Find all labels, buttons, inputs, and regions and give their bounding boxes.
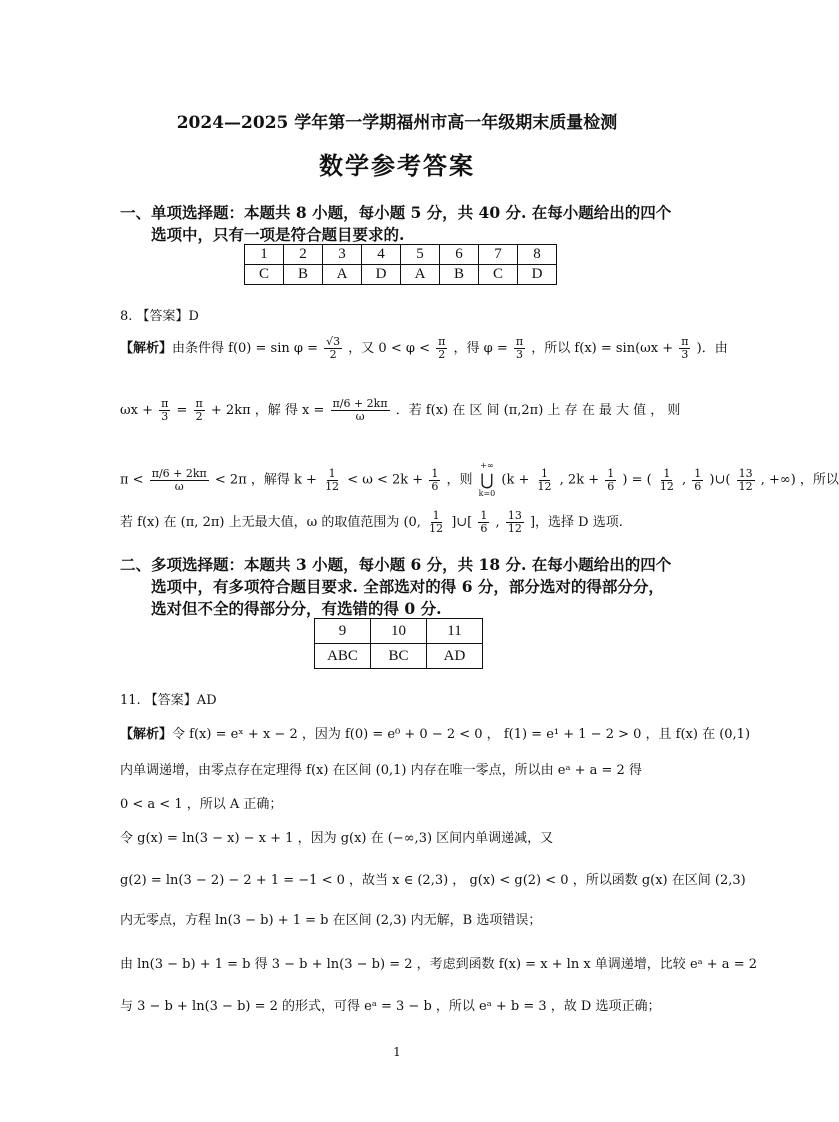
q8-analysis-line3 <box>120 460 839 500</box>
fraction <box>536 468 554 493</box>
text: = <box>176 403 188 418</box>
q8-analysis-line1 <box>120 336 728 361</box>
denominator: 2 <box>329 348 337 361</box>
union-upper: +∞ <box>480 461 494 470</box>
denominator: 6 <box>431 479 439 493</box>
text: ) = ( <box>622 472 652 488</box>
fraction <box>506 510 524 535</box>
text: < 2π ，解得 k + <box>214 472 317 488</box>
table-cell: AD <box>427 644 483 669</box>
numerator: 1 <box>663 466 671 480</box>
denominator: 12 <box>738 479 753 493</box>
fraction <box>658 468 676 493</box>
union-symbol: ⋃ <box>480 470 494 489</box>
numerator: 13 <box>738 466 753 480</box>
text: 由条件得 f(0) = sin φ = <box>172 341 318 356</box>
text: + 2kπ ，解 得 x = <box>210 403 325 418</box>
table-cell: BC <box>371 644 427 669</box>
denominator: 12 <box>507 522 522 535</box>
text: (k + <box>501 472 530 488</box>
section1-answer-table <box>244 244 557 285</box>
text: , +∞) ，所以 <box>760 472 839 488</box>
q8-analysis-line4 <box>120 510 623 535</box>
text: ，得 φ = <box>453 341 508 356</box>
section2-answer-table <box>314 618 483 669</box>
table-cell: 9 <box>315 619 371 644</box>
text: ，则 <box>446 472 473 488</box>
table-cell: C <box>479 265 518 285</box>
numerator: π/6 + 2kπ <box>332 397 388 410</box>
numerator: π <box>681 335 689 348</box>
numerator: 1 <box>694 466 702 480</box>
table-row-numbers <box>245 245 557 265</box>
text: ．若 f(x) 在 区 间 (π,2π) 上 存 在 最 大 值 ， 则 <box>395 403 681 418</box>
numerator: 1 <box>328 466 336 480</box>
numerator: π <box>515 335 524 348</box>
numerator: π <box>438 335 446 348</box>
denominator: 6 <box>607 479 615 493</box>
page-number: 1 <box>393 1045 401 1059</box>
fraction <box>478 510 489 535</box>
denominator: 3 <box>161 410 169 423</box>
big-union <box>479 460 496 500</box>
denominator: ω <box>355 410 365 423</box>
analysis-label: 【解析】 <box>120 341 173 356</box>
section2-heading-line1: 二、多项选择题：本题共 3 小题，每小题 6 分，共 18 分. 在每小题给出的四个 <box>120 555 672 574</box>
union-lower: k=0 <box>478 489 496 498</box>
numerator: 1 <box>432 509 440 522</box>
text: 若 f(x) 在 (π, 2π) 上无最大值，ω 的取值范围为 (0, <box>120 515 421 530</box>
text: ，所以 f(x) = sin(ωx + <box>531 341 674 356</box>
fraction <box>427 510 445 535</box>
table-cell: 1 <box>245 245 284 265</box>
table-cell: 5 <box>401 245 440 265</box>
fraction <box>323 468 341 493</box>
section2-heading-line2: 选项中，有多项符合题目要求. 全部选对的得 6 分，部分选对的得部分分， <box>151 577 664 596</box>
denominator: 12 <box>659 479 674 493</box>
fraction <box>324 336 342 361</box>
text: , <box>681 472 687 488</box>
numerator: π <box>161 397 169 410</box>
fraction <box>429 468 440 493</box>
q11-analysis-line1 <box>120 726 750 744</box>
q11-analysis-line5: g(2) = ln(3 − 2) − 2 + 1 = −1 < 0 ，故当 x ∈ (2,3) ， g(x) < g(2) < 0 ，所以函数 g(x) 在区间 (2,3) <box>120 873 746 888</box>
text: ωx + <box>120 403 153 418</box>
fraction <box>514 336 525 361</box>
q11-analysis-line8: 与 3 − b + ln(3 − b) = 2 的形式，可得 eᵃ = 3 − b ，所以 eᵃ + b = 3 ，故 D 选项正确； <box>120 999 661 1014</box>
fraction <box>150 468 209 493</box>
text: , <box>495 515 500 530</box>
table-cell: 3 <box>323 245 362 265</box>
text: π < <box>120 472 144 488</box>
analysis-label: 【解析】 <box>120 727 173 742</box>
table-cell: B <box>440 265 479 285</box>
numerator: 1 <box>541 466 549 480</box>
numerator: 1 <box>480 509 488 522</box>
denominator: 3 <box>681 348 689 361</box>
table-cell: D <box>518 265 557 285</box>
numerator: 1 <box>607 466 615 480</box>
text: ]∪[ <box>451 515 473 530</box>
text: 令 f(x) = eˣ + x − 2 ，因为 f(0) = e⁰ + 0 − 2 < 0 ， f(1) = e¹ + 1 − 2 > 0 ，且 f(x) 在 (0,1) <box>172 727 751 742</box>
section2-heading-line3: 选对但不全的得部分分，有选错的得 0 分. <box>151 599 442 618</box>
q11-analysis-line4: 令 g(x) = ln(3 − x) − x + 1 ，因为 g(x) 在 (−∞,3) 区间内单调递减，又 <box>120 831 554 846</box>
q11-analysis-line3: 0 < a < 1 ，所以 A 正确； <box>120 797 283 812</box>
table-row-answers <box>315 644 483 669</box>
table-cell: 10 <box>371 619 427 644</box>
table-row-answers <box>245 265 557 285</box>
denominator: 12 <box>325 479 340 493</box>
denominator: 12 <box>537 479 552 493</box>
fraction <box>194 398 205 423</box>
text: )．由 <box>696 341 728 356</box>
numerator: π/6 + 2kπ <box>151 466 207 480</box>
denominator: ω <box>174 479 184 493</box>
fraction <box>436 336 447 361</box>
table-cell: ABC <box>315 644 371 669</box>
table-cell: 4 <box>362 245 401 265</box>
table-cell: 2 <box>284 245 323 265</box>
table-cell: B <box>284 265 323 285</box>
numerator: 1 <box>431 466 439 480</box>
q11-analysis-line2: 内单调递增，由零点存在定理得 f(x) 在区间 (0,1) 内存在唯一零点，所以由 eᵃ + a = 2 得 <box>120 763 642 778</box>
fraction <box>605 468 616 493</box>
table-row-numbers <box>315 619 483 644</box>
denominator: 12 <box>429 522 444 535</box>
text: )∪( <box>709 472 731 488</box>
q8-analysis-line2 <box>120 398 680 423</box>
table-cell: 6 <box>440 245 479 265</box>
fraction <box>737 468 755 493</box>
denominator: 3 <box>516 348 524 361</box>
table-cell: 7 <box>479 245 518 265</box>
table-cell: A <box>323 265 362 285</box>
fraction <box>692 468 703 493</box>
denominator: 2 <box>195 410 203 423</box>
numerator: π <box>195 397 203 410</box>
table-cell: 8 <box>518 245 557 265</box>
section1-heading-line1: 一、单项选择题：本题共 8 小题，每小题 5 分，共 40 分. 在每小题给出的四个 <box>120 203 672 222</box>
numerator: 13 <box>507 509 522 522</box>
table-cell: D <box>362 265 401 285</box>
fraction <box>331 398 390 423</box>
denominator: 6 <box>480 522 488 535</box>
numerator: √3 <box>326 335 341 348</box>
table-cell: A <box>401 265 440 285</box>
table-cell: C <box>245 265 284 285</box>
q11-answer: 11. 【答案】AD <box>120 693 217 708</box>
q11-analysis-line6: 内无零点，方程 ln(3 − b) + 1 = b 在区间 (2,3) 内无解，B 选项错误； <box>120 913 542 928</box>
fraction <box>679 336 690 361</box>
q8-answer: 8. 【答案】D <box>120 309 199 324</box>
denominator: 6 <box>694 479 702 493</box>
fraction <box>159 398 170 423</box>
text: < ω < 2k + <box>347 472 424 488</box>
denominator: 2 <box>438 348 446 361</box>
page-title: 2024—2025 学年第一学期福州市高一年级期末质量检测 <box>176 113 618 133</box>
table-cell: 11 <box>427 619 483 644</box>
q11-analysis-line7: 由 ln(3 − b) + 1 = b 得 3 − b + ln(3 − b) = 2 ，考虑到函数 f(x) = x + ln x 单调递增，比较 eᵃ + a = 2 <box>120 957 757 972</box>
text: ，又 0 < φ < <box>348 341 430 356</box>
text: ]，选择 D 选项. <box>529 515 623 530</box>
section1-heading-line2: 选项中，只有一项是符合题目要求的. <box>151 225 405 244</box>
page-subtitle: 数学参考答案 <box>319 151 475 180</box>
text: , 2k + <box>559 472 600 488</box>
